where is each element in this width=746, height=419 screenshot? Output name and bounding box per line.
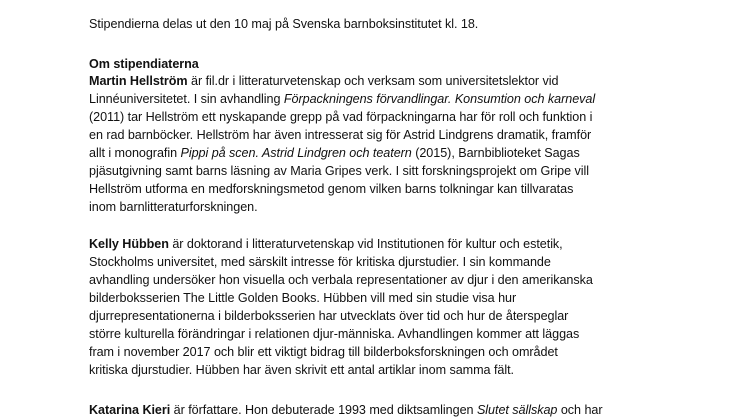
martin-line-6: pjäsutgivning samt barns läsning av Maria Gripes verk. I sitt forskningsprojekt om Gripe vill	[89, 164, 589, 178]
martin-line-8: inom barnlitteraturforskningen.	[89, 200, 258, 214]
kelly-line-7: fram i november 2017 och blir ett viktigt bidrag till bilderboksforskningen och området	[89, 345, 558, 359]
kelly-name: Kelly Hübben	[89, 237, 169, 251]
katarina-book-title: Slutet sällskap	[476, 403, 558, 417]
martin-line-4: en rad barnböcker. Hellström har även intresserat sig för Astrid Lindgrens dramatik, framför	[89, 128, 592, 142]
kelly-line-3: avhandling undersöker hon visuella och verbala representationer av djur i den amerikanska	[89, 273, 593, 287]
kelly-line-2: Stockholms universitet, med särskilt intresse för kritiska djurstudier. I sin kommande	[89, 255, 551, 269]
kelly-line-8: kritiska djurstudier. Hübben har även skrivit ett antal artiklar inom samma fält.	[89, 363, 515, 377]
martin-line-5: allt i monografin Pippi på scen. Astrid Lindgren och teatern (2015), Barnbiblioteket Sagas	[89, 146, 580, 160]
martin-book-title-2: Pippi på scen. Astrid Lindgren och teatern	[180, 146, 412, 160]
martin-line-2: Linnéuniversitetet. I sin avhandling Förpackningens förvandlingar. Konsumtion och karneval	[89, 92, 596, 106]
intro-paragraph: Stipendierna delas ut den 10 maj på Svenska barnboksinstitutet kl. 18.	[89, 17, 479, 31]
section-heading: Om stipendiaterna	[89, 57, 199, 71]
martin-name: Martin Hellström	[89, 74, 188, 88]
kelly-line-5: djurrepresentationerna i bilderboksserien har utvecklats över tid och hur de återspeglar	[89, 309, 569, 323]
martin-line-7: Hellström utforma en medforskningsmetod genom vilken barns tolkningar kan tillvaratas	[89, 182, 574, 196]
martin-book-title-1: Förpackningens förvandlingar. Konsumtion och karneval	[283, 92, 596, 106]
martin-line-3: (2011) tar Hellström ett nyskapande grepp på vad förpackningarna har för roll och funktion i	[89, 110, 593, 124]
kelly-line-4: bilderboksserien The Little Golden Books. Hübben vill med sin studie visa hur	[89, 291, 517, 305]
kelly-line-1: Kelly Hübben är doktorand i litteraturvetenskap vid Institutionen för kultur och estetik,	[89, 237, 563, 251]
martin-line-1: Martin Hellström är fil.dr i litteraturvetenskap och verksam som universitetslektor vid	[89, 74, 559, 88]
kelly-line-6: större kulturella förändringar i relationen djur-människa. Avhandlingen kommer att läggas	[89, 327, 580, 341]
katarina-line-1: Katarina Kieri är författare. Hon debuterade 1993 med diktsamlingen Slutet sällskap och har	[89, 403, 603, 417]
katarina-name: Katarina Kieri	[89, 403, 171, 417]
